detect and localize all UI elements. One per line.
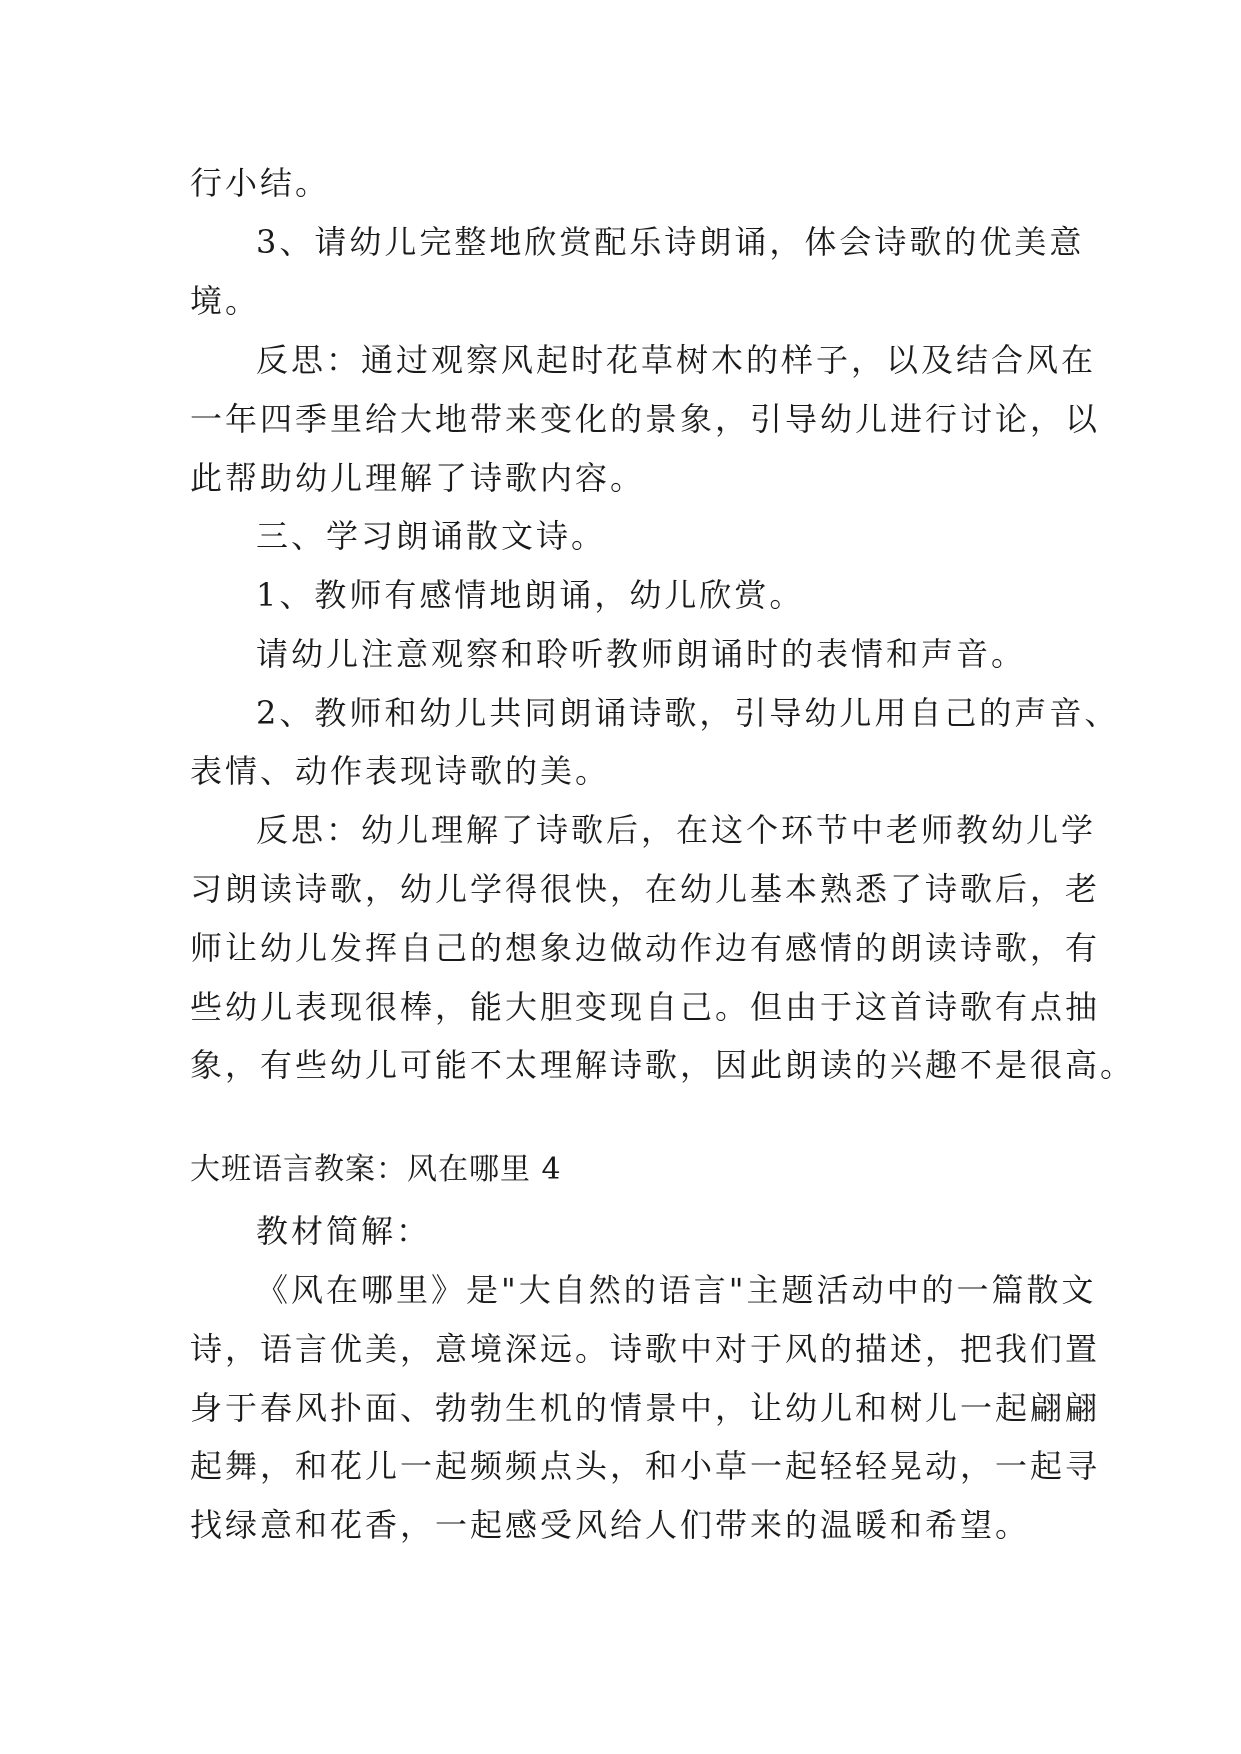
text-line: 《风在哪里》是"大自然的语言"主题活动中的一篇散文 bbox=[256, 1271, 1097, 1309]
text-line: 境。 bbox=[190, 282, 261, 320]
text-line: 反思：幼儿理解了诗歌后，在这个环节中老师教幼儿学 bbox=[256, 811, 1097, 849]
text-line: 此帮助幼儿理解了诗歌内容。 bbox=[190, 459, 646, 497]
text-line: 起舞，和花儿一起频频点头，和小草一起轻轻晃动，一起寻 bbox=[190, 1447, 1101, 1485]
text-line: 些幼儿表现很棒，能大胆变现自己。但由于这首诗歌有点抽 bbox=[190, 988, 1101, 1026]
text-line: 教材简解： bbox=[256, 1212, 432, 1250]
text-line: 2、教师和幼儿共同朗诵诗歌，引导幼儿用自己的声音、 bbox=[256, 694, 1120, 732]
text-line: 三、学习朗诵散文诗。 bbox=[256, 517, 607, 555]
text-line: 3、请幼儿完整地欣赏配乐诗朗诵，体会诗歌的优美意 bbox=[256, 223, 1085, 261]
text-line: 一年四季里给大地带来变化的景象，引导幼儿进行讨论，以 bbox=[190, 400, 1101, 438]
text-line: 诗，语言优美，意境深远。诗歌中对于风的描述，把我们置 bbox=[190, 1330, 1101, 1368]
text-line: 1、教师有感情地朗诵，幼儿欣赏。 bbox=[256, 576, 805, 614]
section-title: 大班语言教案：风在哪里 4 bbox=[190, 1152, 562, 1187]
text-line: 找绿意和花香，一起感受风给人们带来的温暖和希望。 bbox=[190, 1506, 1031, 1544]
text-line: 象，有些幼儿可能不太理解诗歌，因此朗读的兴趣不是很高。 bbox=[190, 1046, 1136, 1084]
text-line: 习朗读诗歌，幼儿学得很快，在幼儿基本熟悉了诗歌后，老 bbox=[190, 870, 1101, 908]
text-line: 表情、动作表现诗歌的美。 bbox=[190, 752, 611, 790]
text-line: 身于春风扑面、勃勃生机的情景中，让幼儿和树儿一起翩翩 bbox=[190, 1389, 1101, 1427]
text-line: 行小结。 bbox=[190, 164, 331, 202]
text-line: 请幼儿注意观察和聆听教师朗诵时的表情和声音。 bbox=[256, 635, 1027, 673]
text-line: 反思：通过观察风起时花草树木的样子，以及结合风在 bbox=[256, 341, 1097, 379]
text-line: 师让幼儿发挥自己的想象边做动作边有感情的朗读诗歌，有 bbox=[190, 929, 1101, 967]
